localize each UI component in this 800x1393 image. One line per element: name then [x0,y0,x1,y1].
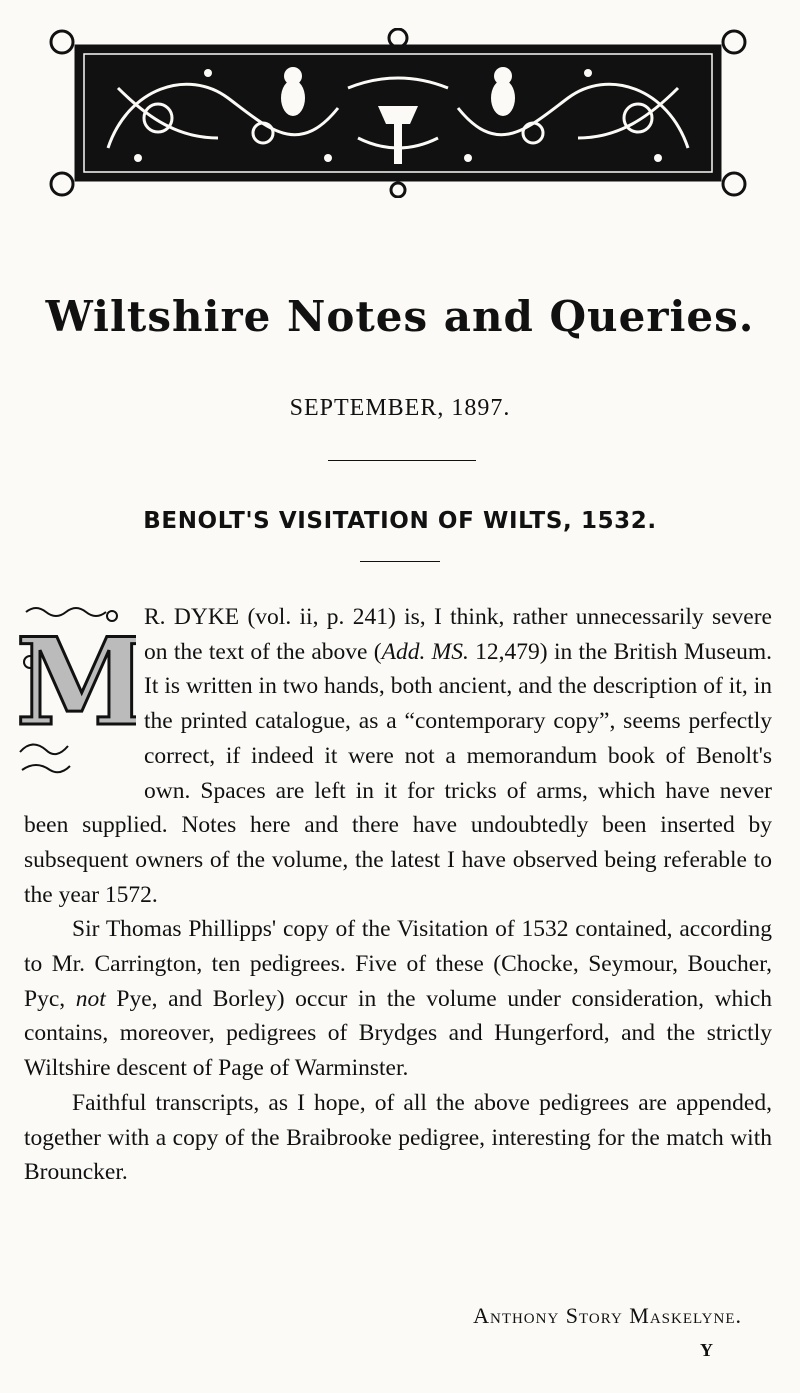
paragraph-2: Sir Thomas Phillipps' copy of the Visitation of 1532 contained, according to Mr. Carrington, ten pedigrees. Five of these (Chocke, Seymour, Boucher, Pyc, not Pye, and Borley) occur in the volume under consideration, which contains, moreover, pedigrees of Brydges and Hungerford, and the strictly Wiltshire descent of Page of Warminster. [24,916,773,1082]
article-title: BENOLT'S VISITATION OF WILTS, 1532. [143,508,657,534]
divider-rule [360,561,440,562]
issue-date: SEPTEMBER, 1897. [289,395,511,421]
paragraph-1: R. DYKE (vol. ii, p. 241) is, I think, rather unnecessarily severe on the text of the above (Add. MS. 12,479) in the British Museum. It is written in two hands, both ancient, and the description of it, in the printed catalogue, as a “contemporary copy”, seems perfectly correct, if indeed it were not a memorandum book of Benolt's own. Spaces are left in it for tricks of arms, which have never been supplied. Notes here and there have undoubtedly been inserted by subsequent owners of the volume, the latest I have observed being referable to the year 1572. [24,604,773,908]
paragraph-3: Faithful transcripts, as I hope, of all the above pedigrees are appended, together with a copy of the Braibrooke pedigree, interesting for the match with Brouncker. [24,1089,772,1186]
signature-mark: Y [700,1340,713,1360]
divider-rule [328,460,476,461]
ornamental-dropcap-m [16,602,136,778]
ornamental-header-banner [48,28,748,198]
journal-title: Wiltshire Notes and Queries. [45,292,755,341]
ornament-icon [48,28,748,198]
author-signature: Anthony Story Maskelyne. [473,1303,742,1328]
dropcap-letter: M [16,612,136,753]
article-body [16,600,773,1190]
